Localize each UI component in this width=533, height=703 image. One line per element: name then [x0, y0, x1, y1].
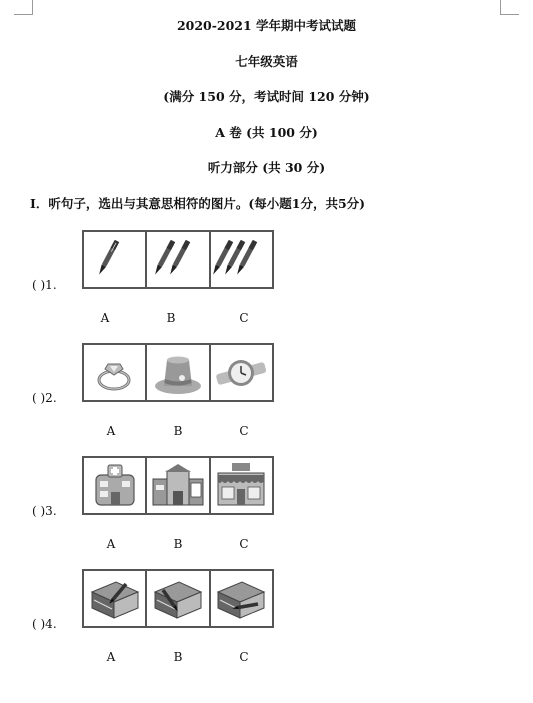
shop-icon: [212, 461, 270, 511]
question-number: ( )4.: [32, 617, 57, 631]
page-corner-mark-left: [14, 0, 33, 15]
option-a-label: A: [106, 650, 116, 664]
option-b-image[interactable]: [147, 232, 210, 287]
book-with-pen-icon: [212, 574, 270, 624]
option-a-image[interactable]: [84, 345, 147, 400]
subject-title: 七年级英语: [235, 54, 298, 69]
paper-title: A 卷 (共 100 分): [215, 125, 318, 140]
picture-options: [82, 569, 274, 628]
option-c-image[interactable]: [211, 345, 272, 400]
page-corner-mark-right: [500, 0, 519, 15]
book-with-pen-icon: [86, 574, 144, 624]
two-pens-icon: [149, 235, 207, 285]
picture-options: [82, 456, 274, 515]
option-b-image[interactable]: [147, 345, 210, 400]
option-b-label: B: [173, 424, 183, 438]
one-pen-icon: [86, 235, 144, 285]
option-b-image[interactable]: [147, 571, 210, 626]
option-a-label: A: [100, 311, 110, 325]
part-title: 听力部分 (共 30 分): [207, 160, 326, 175]
score-info: (满分 150 分，考试时间 120 分钟): [163, 89, 370, 104]
picture-options: [82, 230, 274, 289]
option-c-label: C: [239, 424, 249, 438]
option-a-image[interactable]: [84, 458, 147, 513]
option-a-image[interactable]: [84, 232, 147, 287]
section-title: I．听句子，选出与其意思相符的图片。(每小题1分，共5分): [30, 196, 366, 211]
option-c-label: C: [239, 537, 249, 551]
option-b-image[interactable]: [147, 458, 210, 513]
option-b-label: B: [166, 311, 176, 325]
option-b-label: B: [173, 650, 183, 664]
option-a-label: A: [106, 537, 116, 551]
question-3: [0, 454, 533, 554]
question-1: [0, 228, 533, 328]
option-c-label: C: [239, 650, 249, 664]
question-number: ( )2.: [32, 391, 57, 405]
question-4: [0, 567, 533, 667]
option-c-label: C: [239, 311, 249, 325]
three-pens-icon: [212, 235, 270, 285]
exam-title: 2020-2021 学年期中考试试题: [176, 18, 357, 33]
picture-options: [82, 343, 274, 402]
option-a-image[interactable]: [84, 571, 147, 626]
watch-icon: [212, 348, 270, 398]
question-number: ( )3.: [32, 504, 57, 518]
question-2: [0, 341, 533, 441]
ring-icon: [86, 348, 144, 398]
option-c-image[interactable]: [211, 458, 272, 513]
option-b-label: B: [173, 537, 183, 551]
question-number: ( )1.: [32, 278, 57, 292]
hat-icon: [149, 348, 207, 398]
school-icon: [149, 461, 207, 511]
hospital-icon: [86, 461, 144, 511]
option-c-image[interactable]: [211, 232, 272, 287]
book-with-pen-icon: [149, 574, 207, 624]
option-a-label: A: [106, 424, 116, 438]
option-c-image[interactable]: [211, 571, 272, 626]
